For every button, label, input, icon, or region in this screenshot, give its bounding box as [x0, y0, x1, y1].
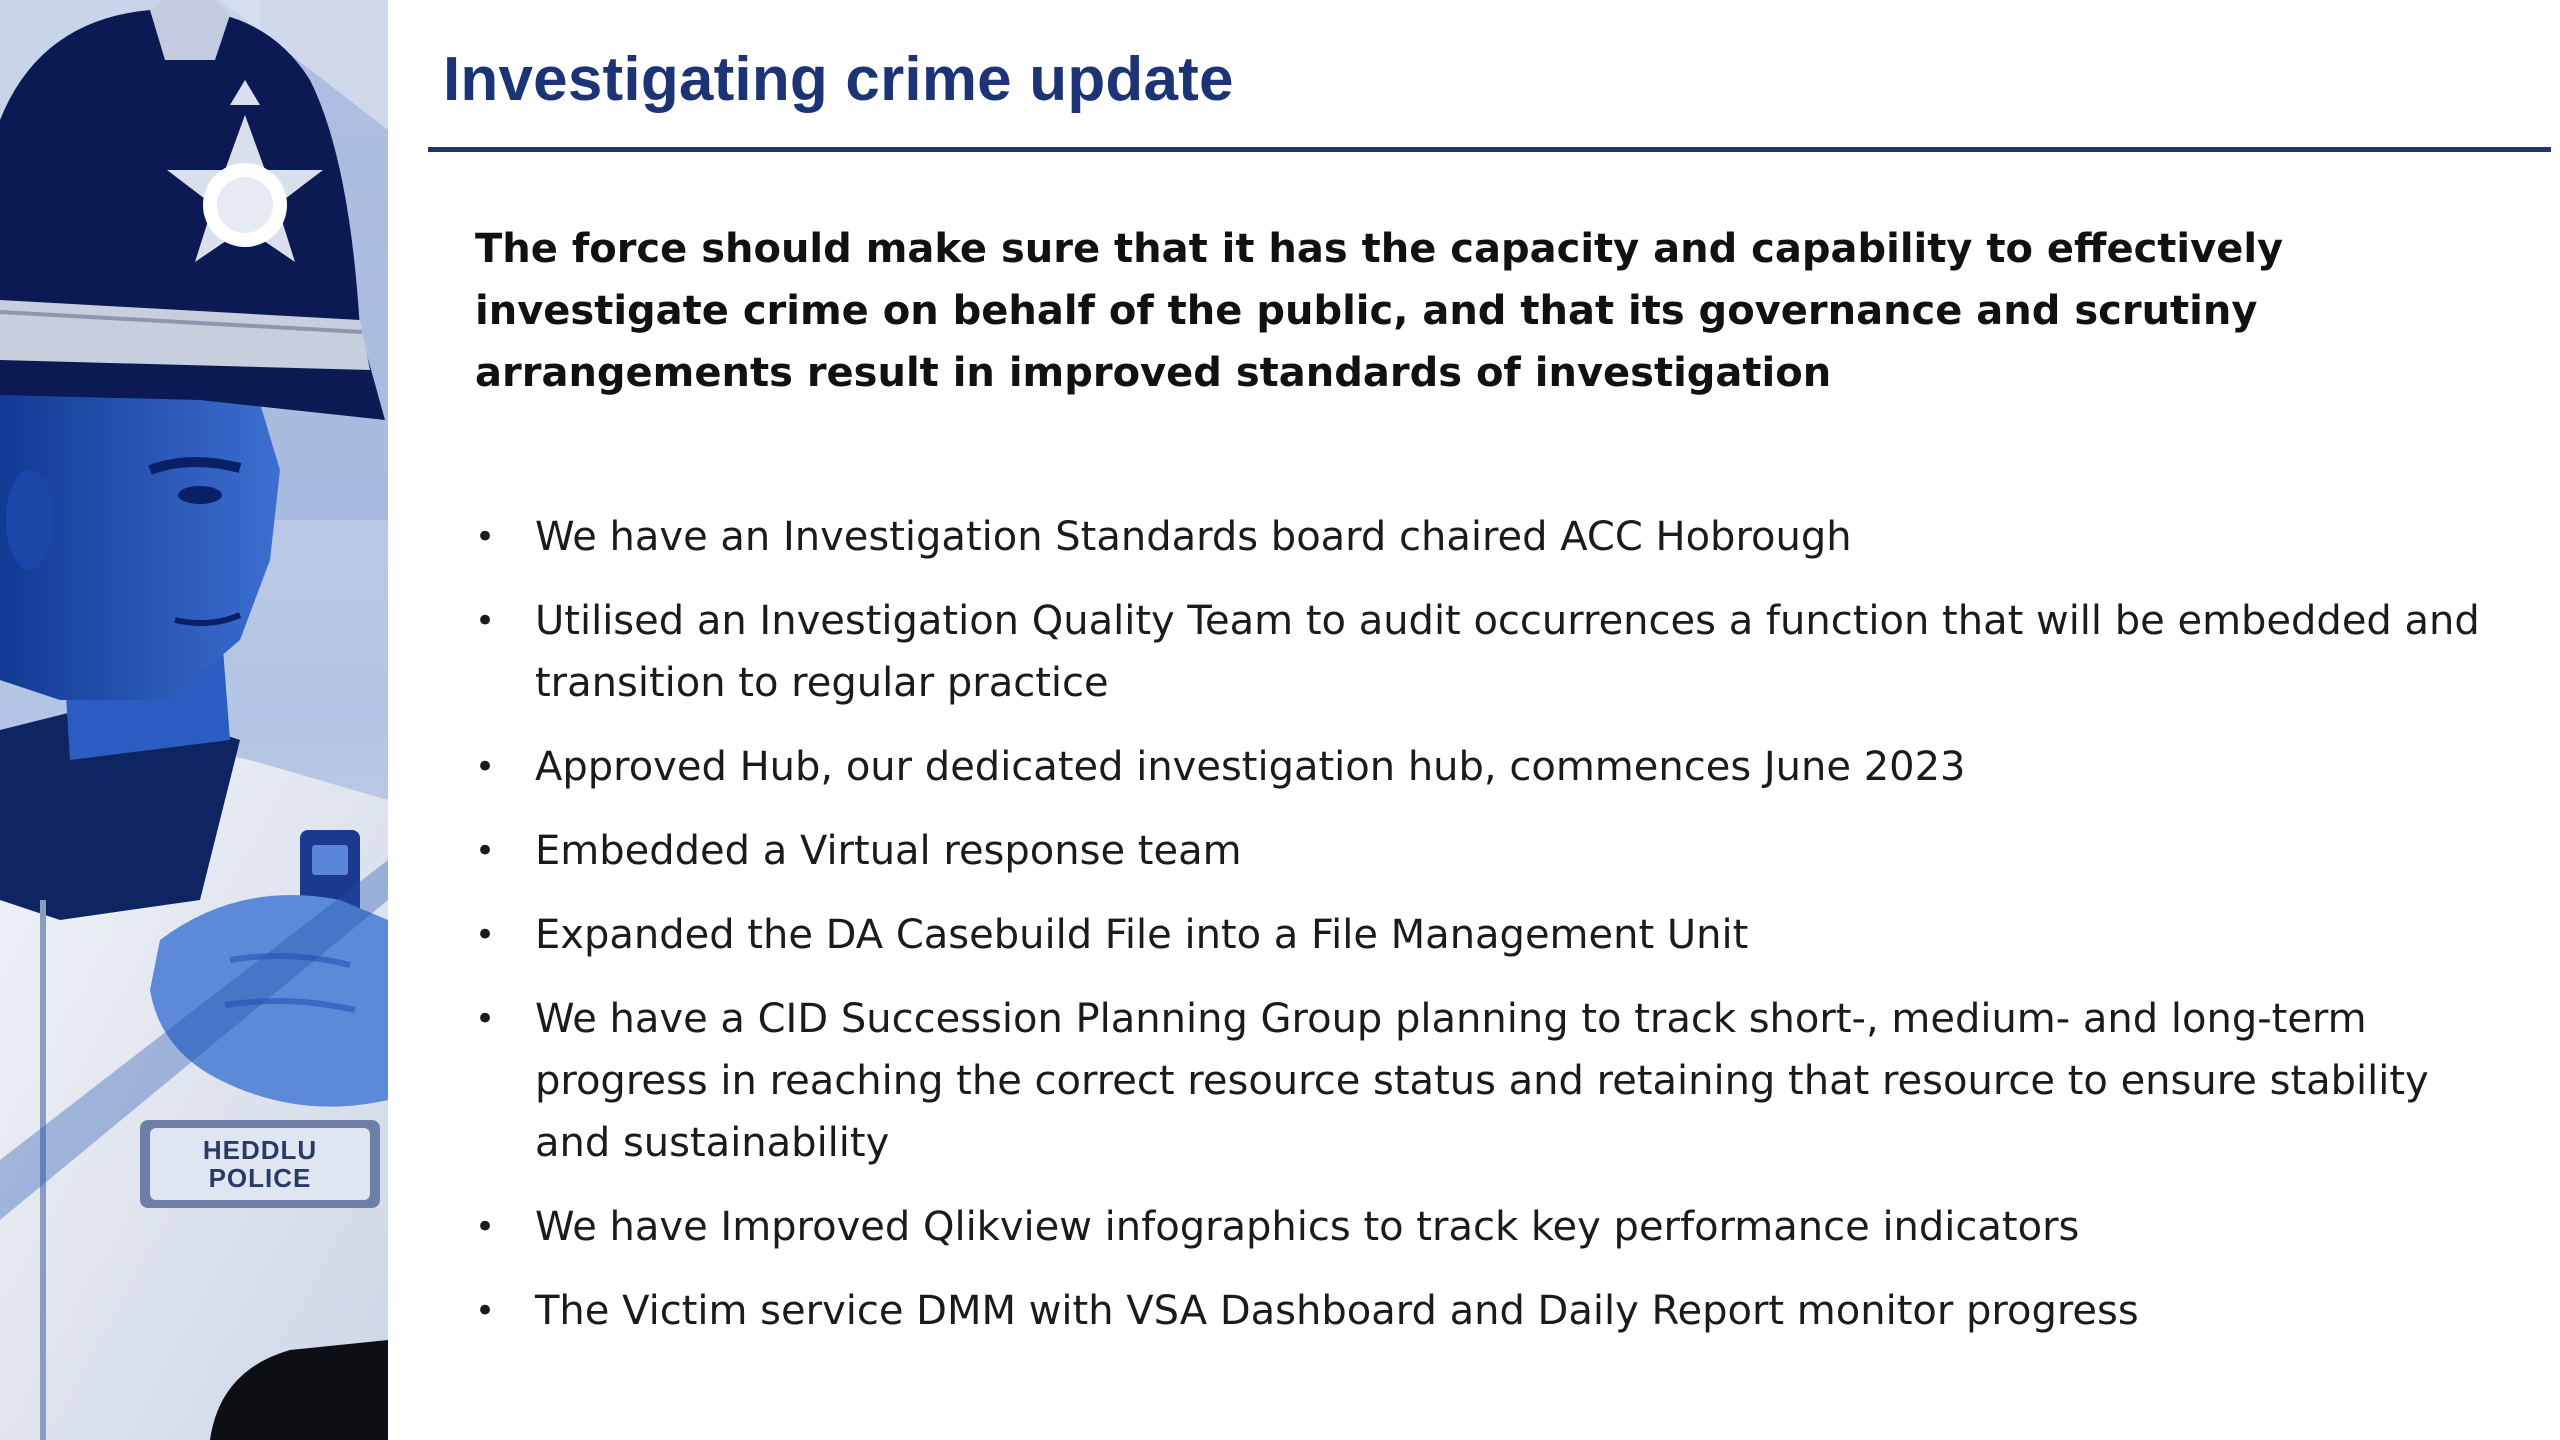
bullet-text: Approved Hub, our dedicated investigation hub, commences June 2023 [535, 744, 1966, 790]
bullet-text: Expanded the DA Casebuild File into a File Management Unit [535, 912, 1749, 958]
bullet-list [475, 506, 2515, 1364]
bullet-icon: • [475, 1207, 496, 1247]
list-item [475, 590, 2515, 714]
bullet-text: We have an Investigation Standards board chaired ACC Hobrough [535, 514, 1852, 560]
list-item [475, 1196, 2515, 1258]
list-item [475, 820, 2515, 882]
bullet-text: Embedded a Virtual response team [535, 828, 1242, 874]
list-item [475, 988, 2515, 1174]
bullet-text: The Victim service DMM with VSA Dashboard and Daily Report monitor progress [535, 1288, 2139, 1334]
bullet-text: We have a CID Succession Planning Group planning to track short-, medium- and long-term progress in reaching the correct resource status and retaining that resource to ensure stability and sustainability [535, 996, 2429, 1166]
list-item [475, 736, 2515, 798]
bullet-icon: • [475, 1291, 496, 1331]
list-item [475, 506, 2515, 568]
list-item [475, 1280, 2515, 1342]
bullet-icon: • [475, 999, 496, 1039]
officer-photo [0, 0, 388, 1440]
title-divider [428, 147, 2551, 152]
bullet-icon: • [475, 831, 496, 871]
badge-text: HEDDLU POLICE [202, 1135, 318, 1193]
bullet-icon: • [475, 747, 496, 787]
bullet-icon: • [475, 915, 496, 955]
bullet-icon: • [475, 517, 496, 557]
bullet-text: Utilised an Investigation Quality Team to audit occurrences a function that will be embedded and transition to regular practice [535, 598, 2480, 706]
slide-title: Investigating crime update [443, 45, 1234, 114]
list-item [475, 904, 2515, 966]
intro-statement: The force should make sure that it has the capacity and capability to effectively investigate crime on behalf of the public, and that its governance and scrutiny arrangements result in improved standards of investigation [475, 226, 2284, 396]
bullet-text: We have Improved Qlikview infographics to track key performance indicators [535, 1204, 2080, 1250]
bullet-icon: • [475, 601, 496, 641]
